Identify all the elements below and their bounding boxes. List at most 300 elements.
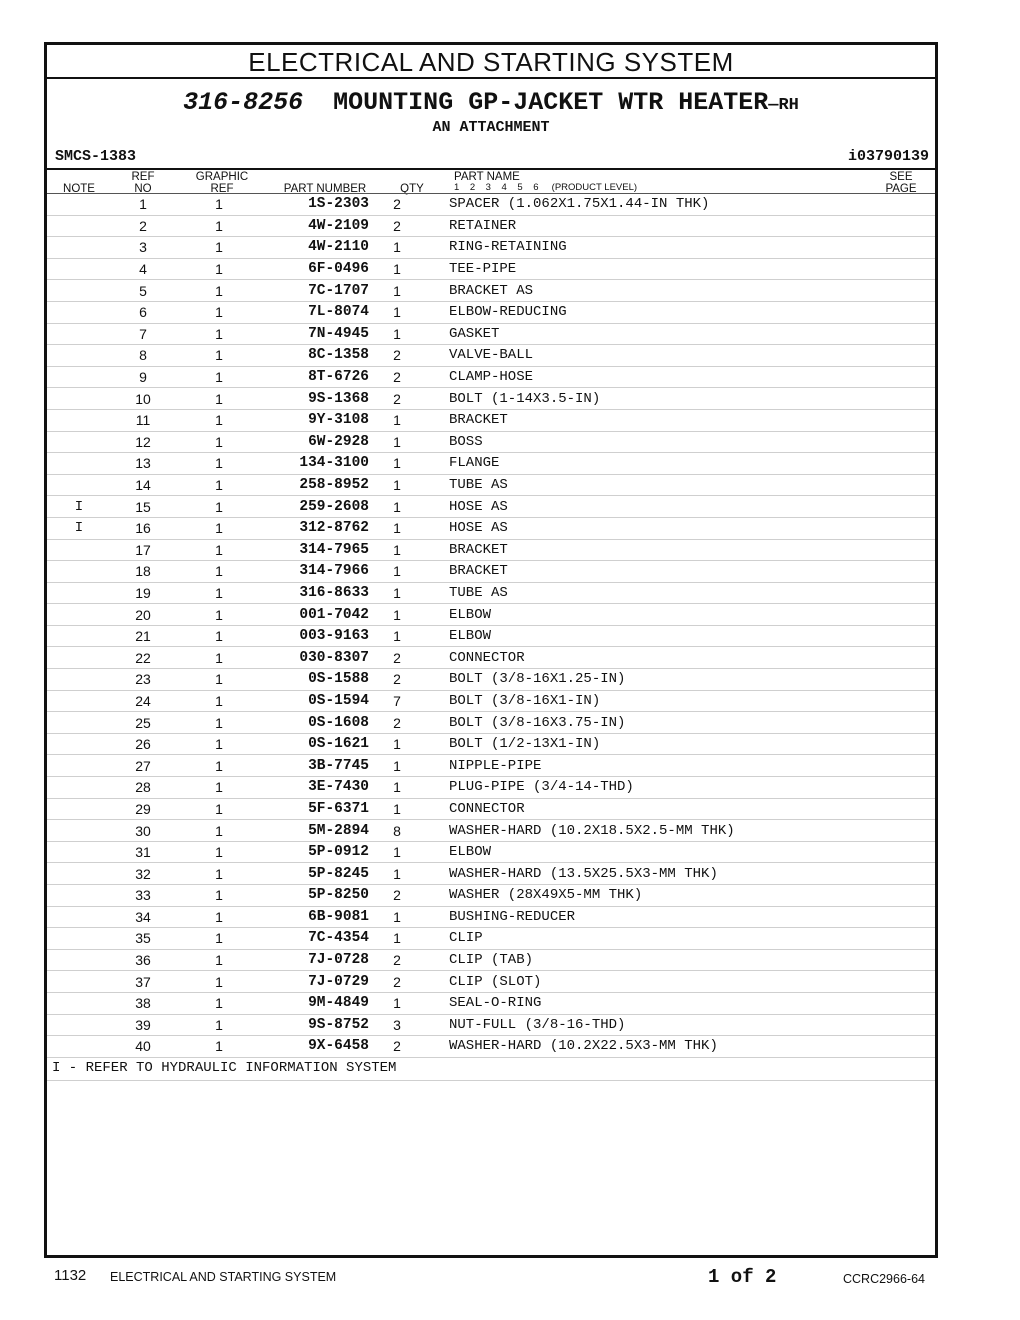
ref-no-cell: 23	[111, 669, 175, 691]
table-row	[47, 409, 935, 431]
note-cell	[47, 561, 111, 583]
see-page-cell	[891, 777, 935, 799]
col-header-see-page-top: SEE	[889, 171, 913, 183]
note-cell	[47, 863, 111, 885]
table-row	[47, 647, 935, 669]
table-row	[47, 280, 935, 302]
ref-no-cell: 39	[111, 1014, 175, 1036]
col-header-part-number: PART NUMBER	[283, 183, 367, 195]
ref-no-cell: 15	[111, 496, 175, 518]
table-row	[47, 345, 935, 367]
note-cell	[47, 992, 111, 1014]
col-header-qty: QTY	[400, 183, 424, 195]
note-cell	[47, 582, 111, 604]
part-name-cell: SPACER (1.062X1.75X1.44-IN THK)	[419, 194, 891, 216]
table-row	[47, 258, 935, 280]
col-header-graphic-ref-bottom: REF	[210, 183, 234, 195]
part-name-cell: ELBOW	[419, 625, 891, 647]
group-suffix: —RH	[768, 96, 799, 115]
see-page-cell	[891, 409, 935, 431]
note-cell: I	[47, 496, 111, 518]
part-number-cell: 001-7042	[263, 604, 375, 626]
see-page-cell	[891, 1014, 935, 1036]
table-row	[47, 388, 935, 410]
col-header-product-level: 1 2 3 4 5 6 (PRODUCT LEVEL)	[454, 182, 638, 193]
page-frame	[44, 42, 938, 1258]
see-page-cell	[891, 194, 935, 216]
see-page-cell	[891, 928, 935, 950]
part-number-cell: 9S-8752	[263, 1014, 375, 1036]
part-number-cell: 0S-1608	[263, 712, 375, 734]
ref-no-cell: 38	[111, 992, 175, 1014]
qty-cell: 3	[375, 1014, 419, 1036]
part-name-cell: CLIP	[419, 928, 891, 950]
ref-no-cell: 19	[111, 582, 175, 604]
note-cell	[47, 690, 111, 712]
graphic-ref-cell: 1	[175, 517, 263, 539]
table-row	[47, 1036, 935, 1058]
see-page-cell	[891, 690, 935, 712]
ref-no-cell: 20	[111, 604, 175, 626]
part-number-cell: 030-8307	[263, 647, 375, 669]
part-name-cell: HOSE AS	[419, 496, 891, 518]
see-page-cell	[891, 733, 935, 755]
note-cell	[47, 258, 111, 280]
part-name-cell: CLAMP-HOSE	[419, 366, 891, 388]
table-row	[47, 863, 935, 885]
qty-cell: 7	[375, 690, 419, 712]
ref-no-cell: 37	[111, 971, 175, 993]
part-number-cell: 5F-6371	[263, 798, 375, 820]
graphic-ref-cell: 1	[175, 712, 263, 734]
graphic-ref-cell: 1	[175, 992, 263, 1014]
part-number-cell: 312-8762	[263, 517, 375, 539]
qty-cell: 2	[375, 712, 419, 734]
graphic-ref-cell: 1	[175, 604, 263, 626]
see-page-cell	[891, 323, 935, 345]
ref-no-cell: 32	[111, 863, 175, 885]
qty-cell: 1	[375, 474, 419, 496]
part-name-cell: BOLT (3/8-16X1-IN)	[419, 690, 891, 712]
see-page-cell	[891, 885, 935, 907]
table-row	[47, 669, 935, 691]
table-row	[47, 431, 935, 453]
see-page-cell	[891, 841, 935, 863]
see-page-cell	[891, 301, 935, 323]
table-row	[47, 755, 935, 777]
part-number-cell: 314-7966	[263, 561, 375, 583]
graphic-ref-cell: 1	[175, 1036, 263, 1058]
part-number-cell: 4W-2110	[263, 237, 375, 259]
table-row	[47, 215, 935, 237]
note-cell	[47, 409, 111, 431]
graphic-ref-cell: 1	[175, 237, 263, 259]
part-number-cell: 9M-4849	[263, 992, 375, 1014]
part-name-cell: ELBOW	[419, 841, 891, 863]
table-row	[47, 323, 935, 345]
table-row	[47, 690, 935, 712]
graphic-ref-cell: 1	[175, 301, 263, 323]
ref-no-cell: 30	[111, 820, 175, 842]
table-row	[47, 625, 935, 647]
part-number-cell: 003-9163	[263, 625, 375, 647]
col-header-graphic-ref-top: GRAPHIC	[195, 171, 249, 183]
table-row	[47, 798, 935, 820]
part-number-cell: 7J-0728	[263, 949, 375, 971]
part-name-cell: PLUG-PIPE (3/4-14-THD)	[419, 777, 891, 799]
part-name-cell: SEAL-O-RING	[419, 992, 891, 1014]
part-name-cell: BOLT (3/8-16X3.75-IN)	[419, 712, 891, 734]
ref-no-cell: 2	[111, 215, 175, 237]
part-number-cell: 7J-0729	[263, 971, 375, 993]
part-name-cell: HOSE AS	[419, 517, 891, 539]
graphic-ref-cell: 1	[175, 841, 263, 863]
part-number-cell: 3B-7745	[263, 755, 375, 777]
part-number-cell: 4W-2109	[263, 215, 375, 237]
header-divider	[47, 168, 935, 170]
graphic-ref-cell: 1	[175, 949, 263, 971]
footnote: I - REFER TO HYDRAULIC INFORMATION SYSTEM	[52, 1060, 397, 1076]
part-number-cell: 8C-1358	[263, 345, 375, 367]
qty-cell: 2	[375, 669, 419, 691]
footer-section-title: ELECTRICAL AND STARTING SYSTEM	[110, 1270, 337, 1284]
see-page-cell	[891, 345, 935, 367]
graphic-ref-cell: 1	[175, 388, 263, 410]
table-row	[47, 885, 935, 907]
page-number: 1132	[54, 1267, 87, 1284]
group-subtitle: AN ATTACHMENT	[432, 119, 550, 136]
see-page-cell	[891, 669, 935, 691]
qty-cell: 2	[375, 345, 419, 367]
note-cell	[47, 474, 111, 496]
qty-cell: 1	[375, 777, 419, 799]
col-header-note: NOTE	[63, 183, 95, 195]
qty-cell: 8	[375, 820, 419, 842]
qty-cell: 1	[375, 258, 419, 280]
col-header-see-page-bottom: PAGE	[885, 183, 917, 195]
note-cell	[47, 194, 111, 216]
see-page-cell	[891, 237, 935, 259]
table-row	[47, 194, 935, 216]
part-number-cell: 0S-1588	[263, 669, 375, 691]
table-row	[47, 496, 935, 518]
note-cell	[47, 906, 111, 928]
ref-no-cell: 29	[111, 798, 175, 820]
qty-cell: 1	[375, 237, 419, 259]
note-cell	[47, 841, 111, 863]
qty-cell: 1	[375, 453, 419, 475]
footnote-row	[47, 1059, 935, 1081]
part-name-cell: RETAINER	[419, 215, 891, 237]
part-number-cell: 6F-0496	[263, 258, 375, 280]
ref-no-cell: 35	[111, 928, 175, 950]
qty-cell: 1	[375, 604, 419, 626]
graphic-ref-cell: 1	[175, 561, 263, 583]
part-number-cell: 0S-1621	[263, 733, 375, 755]
note-cell	[47, 669, 111, 691]
qty-cell: 1	[375, 431, 419, 453]
note-cell	[47, 388, 111, 410]
ref-no-cell: 34	[111, 906, 175, 928]
see-page-cell	[891, 431, 935, 453]
see-page-cell	[891, 517, 935, 539]
ref-no-cell: 14	[111, 474, 175, 496]
group-heading	[47, 89, 935, 120]
ref-no-cell: 10	[111, 388, 175, 410]
part-name-cell: FLANGE	[419, 453, 891, 475]
ref-no-cell: 6	[111, 301, 175, 323]
part-name-cell: CLIP (SLOT)	[419, 971, 891, 993]
note-cell	[47, 539, 111, 561]
table-row	[47, 992, 935, 1014]
note-cell	[47, 431, 111, 453]
note-cell	[47, 1036, 111, 1058]
part-name-cell: WASHER (28X49X5-MM THK)	[419, 885, 891, 907]
part-number-cell: 5M-2894	[263, 820, 375, 842]
qty-cell: 2	[375, 215, 419, 237]
note-cell	[47, 798, 111, 820]
qty-cell: 2	[375, 388, 419, 410]
note-cell	[47, 453, 111, 475]
ref-no-cell: 33	[111, 885, 175, 907]
see-page-cell	[891, 561, 935, 583]
see-page-cell	[891, 971, 935, 993]
qty-cell: 2	[375, 194, 419, 216]
part-number-cell: 0S-1594	[263, 690, 375, 712]
part-name-cell: BUSHING-REDUCER	[419, 906, 891, 928]
graphic-ref-cell: 1	[175, 582, 263, 604]
table-row	[47, 582, 935, 604]
see-page-cell	[891, 906, 935, 928]
part-name-cell: BOSS	[419, 431, 891, 453]
graphic-ref-cell: 1	[175, 906, 263, 928]
ref-no-cell: 12	[111, 431, 175, 453]
note-cell	[47, 755, 111, 777]
table-row	[47, 733, 935, 755]
see-page-cell	[891, 712, 935, 734]
part-name-cell: CLIP (TAB)	[419, 949, 891, 971]
qty-cell: 1	[375, 928, 419, 950]
part-name-cell: VALVE-BALL	[419, 345, 891, 367]
note-cell	[47, 323, 111, 345]
part-name-cell: CONNECTOR	[419, 647, 891, 669]
ref-no-cell: 5	[111, 280, 175, 302]
ref-no-cell: 9	[111, 366, 175, 388]
qty-cell: 1	[375, 906, 419, 928]
part-number-cell: 6W-2928	[263, 431, 375, 453]
see-page-cell	[891, 798, 935, 820]
part-number-cell: 5P-0912	[263, 841, 375, 863]
part-number-cell: 7C-1707	[263, 280, 375, 302]
qty-cell: 2	[375, 885, 419, 907]
see-page-cell	[891, 496, 935, 518]
see-page-cell	[891, 949, 935, 971]
see-page-cell	[891, 366, 935, 388]
part-number-cell: 7N-4945	[263, 323, 375, 345]
note-cell	[47, 971, 111, 993]
qty-cell: 1	[375, 561, 419, 583]
qty-cell: 1	[375, 280, 419, 302]
ref-no-cell: 24	[111, 690, 175, 712]
see-page-cell	[891, 453, 935, 475]
graphic-ref-cell: 1	[175, 431, 263, 453]
ref-no-cell: 1	[111, 194, 175, 216]
part-number-cell: 316-8633	[263, 582, 375, 604]
table-row	[47, 604, 935, 626]
note-cell: I	[47, 517, 111, 539]
part-number-cell: 7L-8074	[263, 301, 375, 323]
qty-cell: 1	[375, 625, 419, 647]
graphic-ref-cell: 1	[175, 280, 263, 302]
qty-cell: 1	[375, 582, 419, 604]
group-name: MOUNTING GP-JACKET WTR HEATER	[333, 88, 769, 117]
page-indicator: 1 of 2	[708, 1266, 777, 1288]
part-name-cell: BRACKET	[419, 561, 891, 583]
ref-no-cell: 40	[111, 1036, 175, 1058]
smcs-code: SMCS-1383	[55, 148, 137, 165]
graphic-ref-cell: 1	[175, 885, 263, 907]
graphic-ref-cell: 1	[175, 366, 263, 388]
note-cell	[47, 949, 111, 971]
table-row	[47, 712, 935, 734]
graphic-ref-cell: 1	[175, 474, 263, 496]
qty-cell: 2	[375, 949, 419, 971]
section-title: ELECTRICAL AND STARTING SYSTEM	[47, 45, 935, 79]
table-row	[47, 949, 935, 971]
part-number-cell: 314-7965	[263, 539, 375, 561]
part-number-cell: 9S-1368	[263, 388, 375, 410]
qty-cell: 1	[375, 517, 419, 539]
qty-cell: 2	[375, 647, 419, 669]
note-cell	[47, 237, 111, 259]
part-name-cell: ELBOW-REDUCING	[419, 301, 891, 323]
graphic-ref-cell: 1	[175, 690, 263, 712]
graphic-ref-cell: 1	[175, 409, 263, 431]
col-header-ref-no-top: REF	[131, 171, 155, 183]
ref-no-cell: 18	[111, 561, 175, 583]
ref-no-cell: 36	[111, 949, 175, 971]
graphic-ref-cell: 1	[175, 539, 263, 561]
ref-no-cell: 26	[111, 733, 175, 755]
graphic-ref-cell: 1	[175, 928, 263, 950]
parts-body	[47, 194, 935, 1058]
ref-no-cell: 31	[111, 841, 175, 863]
see-page-cell	[891, 863, 935, 885]
part-number-cell: 7C-4354	[263, 928, 375, 950]
graphic-ref-cell: 1	[175, 755, 263, 777]
ref-no-cell: 17	[111, 539, 175, 561]
document-id: i03790139	[847, 148, 929, 165]
table-row	[47, 777, 935, 799]
note-cell	[47, 280, 111, 302]
graphic-ref-cell: 1	[175, 1014, 263, 1036]
part-name-cell: BRACKET	[419, 539, 891, 561]
qty-cell: 2	[375, 1036, 419, 1058]
note-cell	[47, 215, 111, 237]
part-name-cell: NUT-FULL (3/8-16-THD)	[419, 1014, 891, 1036]
col-header-part-name: PART NAME	[454, 171, 520, 183]
table-row	[47, 237, 935, 259]
see-page-cell	[891, 582, 935, 604]
note-cell	[47, 712, 111, 734]
table-row	[47, 474, 935, 496]
part-name-cell: CONNECTOR	[419, 798, 891, 820]
graphic-ref-cell: 1	[175, 669, 263, 691]
ref-no-cell: 25	[111, 712, 175, 734]
see-page-cell	[891, 258, 935, 280]
see-page-cell	[891, 388, 935, 410]
table-row	[47, 928, 935, 950]
qty-cell: 1	[375, 863, 419, 885]
note-cell	[47, 366, 111, 388]
part-name-cell: NIPPLE-PIPE	[419, 755, 891, 777]
qty-cell: 1	[375, 409, 419, 431]
ref-no-cell: 16	[111, 517, 175, 539]
graphic-ref-cell: 1	[175, 345, 263, 367]
part-name-cell: BOLT (1-14X3.5-IN)	[419, 388, 891, 410]
part-name-cell: TUBE AS	[419, 474, 891, 496]
qty-cell: 2	[375, 366, 419, 388]
ref-no-cell: 7	[111, 323, 175, 345]
see-page-cell	[891, 755, 935, 777]
qty-cell: 1	[375, 841, 419, 863]
see-page-cell	[891, 820, 935, 842]
graphic-ref-cell: 1	[175, 647, 263, 669]
part-number-cell: 9Y-3108	[263, 409, 375, 431]
graphic-ref-cell: 1	[175, 798, 263, 820]
see-page-cell	[891, 625, 935, 647]
part-number-cell: 134-3100	[263, 453, 375, 475]
see-page-cell	[891, 215, 935, 237]
part-name-cell: BRACKET	[419, 409, 891, 431]
ref-no-cell: 28	[111, 777, 175, 799]
footer-code: CCRC2966-64	[843, 1272, 925, 1286]
note-cell	[47, 625, 111, 647]
note-cell	[47, 777, 111, 799]
ref-no-cell: 4	[111, 258, 175, 280]
table-row	[47, 366, 935, 388]
note-cell	[47, 733, 111, 755]
ref-no-cell: 11	[111, 409, 175, 431]
part-name-cell: TUBE AS	[419, 582, 891, 604]
ref-no-cell: 21	[111, 625, 175, 647]
note-cell	[47, 820, 111, 842]
table-row	[47, 453, 935, 475]
qty-cell: 1	[375, 539, 419, 561]
ref-no-cell: 8	[111, 345, 175, 367]
ref-no-cell: 13	[111, 453, 175, 475]
part-number-cell: 258-8952	[263, 474, 375, 496]
part-number-cell: 6B-9081	[263, 906, 375, 928]
part-number-cell: 259-2608	[263, 496, 375, 518]
table-row	[47, 820, 935, 842]
table-row	[47, 841, 935, 863]
part-name-cell: RING-RETAINING	[419, 237, 891, 259]
qty-cell: 1	[375, 323, 419, 345]
part-name-cell: GASKET	[419, 323, 891, 345]
graphic-ref-cell: 1	[175, 453, 263, 475]
qty-cell: 2	[375, 971, 419, 993]
graphic-ref-cell: 1	[175, 820, 263, 842]
graphic-ref-cell: 1	[175, 215, 263, 237]
graphic-ref-cell: 1	[175, 194, 263, 216]
qty-cell: 1	[375, 301, 419, 323]
see-page-cell	[891, 604, 935, 626]
see-page-cell	[891, 280, 935, 302]
table-row	[47, 539, 935, 561]
see-page-cell	[891, 647, 935, 669]
see-page-cell	[891, 474, 935, 496]
